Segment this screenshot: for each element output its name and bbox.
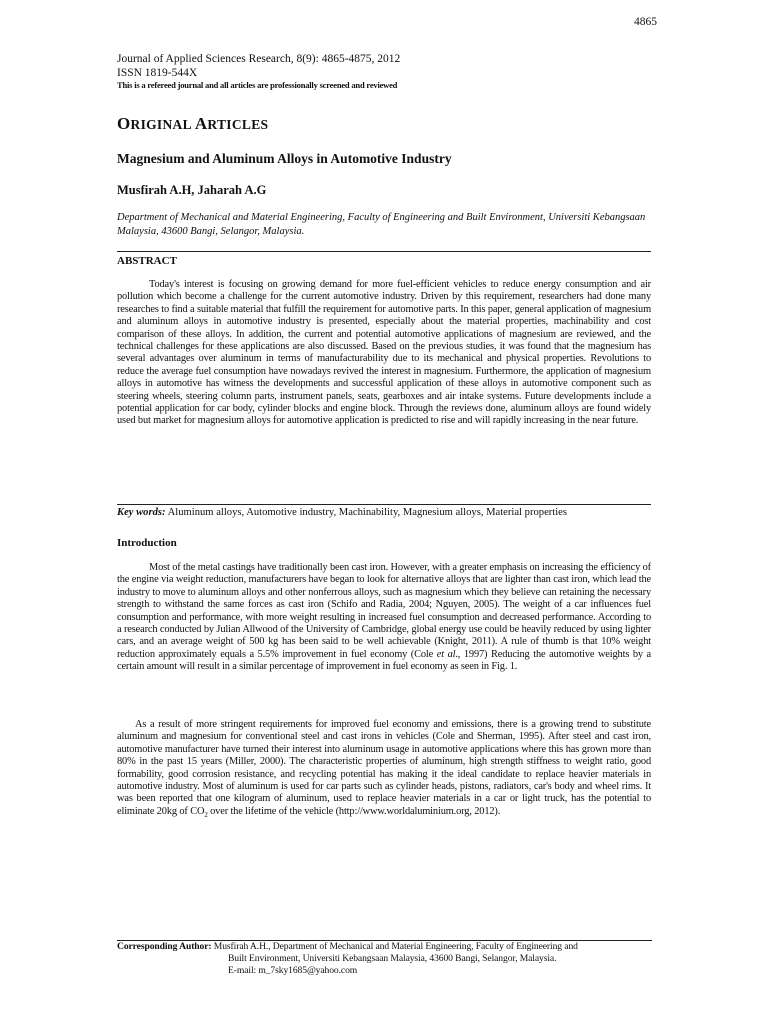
introduction-heading: Introduction — [117, 537, 177, 549]
introduction-paragraph-2 — [117, 719, 651, 821]
paper-title: Magnesium and Aluminum Alloys in Automotive Industry — [117, 151, 452, 166]
section-label-cap-1: O — [117, 114, 131, 133]
intro-p1-text-a: Most of the metal castings have traditionally been cast iron. However, with a greater emphasis on increasing the efficiency of the engine via weight reduction, manufacturers have began to look for alternative alloys that are lighter than cast iron, which lead the industry to move to aluminum alloys and other nonferrous alloys, such as magnesium which they believe can retaining the necessary strength to withstand the same forces as cast iron (Schifo and Radia, 2004; Nguyen, 2005). The weight of a car influences fuel consumption and performance, with more weight resulting in increased fuel consumption and decreased performance. According to a research conducted by Julian Allwood of the University of Cambridge, global energy use could be heavily reduced by using lighter cars, and an average weight of 500 kg has been said to be well achievable (Knight, 2011). A rule of thumb is that 10% weight reduction approximately equals a 5.5% improvement in fuel economy (Cole — [117, 562, 651, 660]
journal-citation: Journal of Applied Sciences Research, 8(9): 4865-4875, 2012 — [117, 53, 401, 65]
section-label-cap-2: A — [194, 114, 208, 133]
page-number: 4865 — [634, 16, 657, 28]
introduction-paragraph-1 — [117, 562, 651, 674]
author-affiliation: Department of Mechanical and Material Engineering, Faculty of Engineering and Built Environment, Universiti Kebangsaan Malaysia, 43600 Bangi, Selangor, Malaysia. — [117, 212, 646, 237]
journal-issn: ISSN 1819-544X — [117, 67, 198, 79]
section-label-rest-1: RIGINAL — [130, 117, 195, 132]
journal-review-note: This is a refereed journal and all articles are professionally screened and reviewed — [117, 80, 398, 90]
abstract-body: Today's interest is focusing on growing demand for more fuel-efficient vehicles to reduce energy consumption and air pollution which become a challenge for the current automotive industry. Driven by this requirement, researchers had done many researches to find a suitable material that fulfill the requirement for automotive parts. In this paper, general application of magnesium and aluminum alloys in automotive industry is presented, especially about the material properties, machinability and cost comparison of these alloys. In addition, the current and potential automotive applications of magnesium are reviewed, and the technical challenges for these applications are also discussed. Based on the previous studies, it was found that the magnesium has several advantages over aluminum in terms of manufacturability due to its mechanical and physical properties. Revolutions to reduce the average fuel consumption have nowadays revived the interest in magnesium. Furthermore, the application of magnesium alloys in automotive has witness the developments and successful application of these alloys in automotive component such as steering wheels, steering column parts, instrument panels, seats, gearboxes and air intake systems. Future developments include a potential application for car body, cylinder blocks and engine block. Through the reviews done, aluminum alloys are found widely used but market for magnesium alloys for automotive application is predicted to rise and will rapidly increasing in the near future. — [117, 279, 651, 427]
footnote-label: Corresponding Author: — [117, 941, 212, 952]
abstract-top-rule — [117, 251, 651, 252]
abstract-heading: ABSTRACT — [117, 255, 177, 267]
footnote-line-2: Built Environment, Universiti Kebangsaan Malaysia, 43600 Bangi, Selangor, Malaysia. — [228, 953, 557, 964]
section-label — [117, 114, 268, 134]
corresponding-author-footnote — [117, 941, 657, 977]
intro-p2-text-b: over the lifetime of the vehicle (http://www.worldaluminium.org, 2012). — [207, 805, 501, 817]
keywords — [117, 507, 567, 518]
footnote-email: E-mail: m_7sky1685@yahoo.com — [228, 965, 358, 976]
paper-authors: Musfirah A.H, Jaharah A.G — [117, 183, 267, 197]
keywords-label: Key words: — [117, 507, 166, 518]
keywords-text: Aluminum alloys, Automotive industry, Machinability, Magnesium alloys, Material properties — [167, 507, 568, 518]
intro-p1-etal: et al — [436, 648, 456, 660]
journal-header — [117, 52, 400, 91]
section-label-rest-2: RTICLES — [207, 117, 269, 132]
footnote-line-1: Musfirah A.H., Department of Mechanical and Material Engineering, Faculty of Engineering and — [213, 941, 578, 952]
intro-p2-text-a: As a result of more stringent requirements for improved fuel economy and emissions, there is a growing trend to substitute aluminum and magnesium for conventional steel and cast irons in vehicles (Cole and Sherman, 1995). After steel and cast iron, automotive manufacturer have turned their interest into aluminum usage in automotive applications where this has grown more than 80% in the past 15 years (Miller, 2000). The characteristic properties of aluminum, high strength stiffness to weight ratio, good formability, good corrosion resistance, and recycling potential has making it the ideal candidate to replace heavier materials in automotive industry. Most of aluminum is used for car parts such as cylinder heads, pistons, radiators, car's body and wheel rims. It was been reported that one kilogram of aluminum, used to replace heavier materials in a car or light truck, has the potential to eliminate 20kg of CO — [117, 719, 651, 817]
keywords-rule — [117, 504, 651, 505]
intro-p1-text-b: ., 1997) Reducing the automotive weights by a certain amount will result in a similar percentage of improvement in fuel economy as seen in Fig. 1. — [117, 648, 652, 673]
intro-p2-subscript: 2 — [204, 810, 208, 819]
